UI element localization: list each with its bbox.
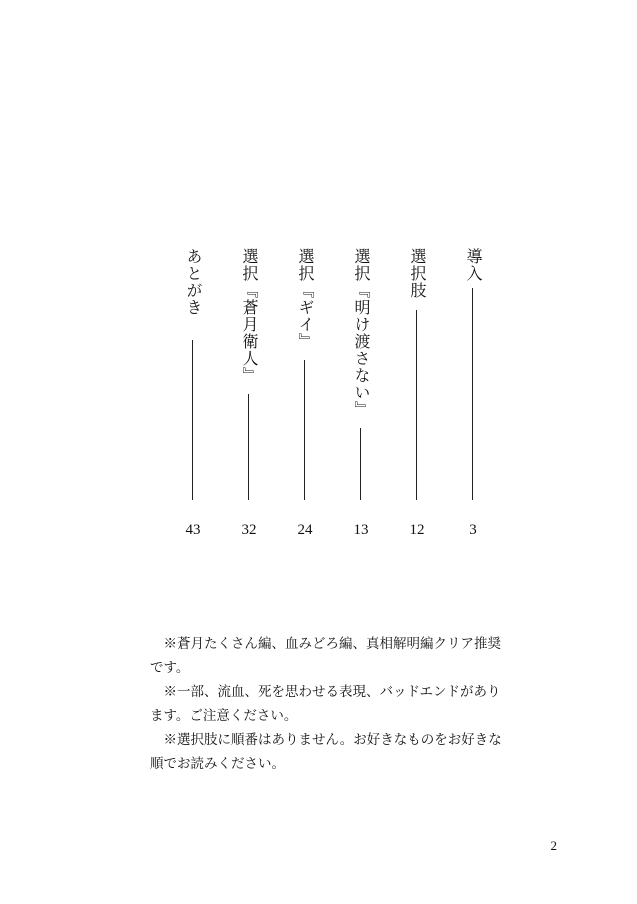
toc-leader-line [192, 340, 193, 500]
toc-entry-title: あとがき [184, 248, 203, 316]
toc-entry-title: 導入 [464, 248, 483, 282]
toc-entry-choices[interactable] [404, 248, 430, 540]
toc-leader-line [360, 428, 361, 500]
toc-leader-line [416, 310, 417, 500]
table-of-contents [170, 248, 500, 548]
toc-entry-introduction[interactable] [460, 248, 486, 540]
toc-entry-gii[interactable] [292, 248, 318, 540]
toc-entry-title: 選択『ギイ』 [296, 248, 315, 350]
toc-leader-line [248, 394, 249, 500]
toc-entry-page: 24 [297, 522, 313, 538]
toc-entry-sougetsu-eito[interactable] [236, 248, 262, 540]
toc-entry-title: 選択『蒼月衛人』 [240, 248, 259, 384]
note-recommended-routes: ※蒼月たくさん編、血みどろ編、真相解明編クリア推奨です。 [150, 636, 501, 676]
toc-entry-afterword[interactable] [180, 248, 206, 540]
note-reading-order: ※選択肢に順番はありません。お好きなものをお好きな順でお読みください。 [150, 732, 502, 772]
toc-entry-page: 12 [409, 522, 425, 538]
toc-entry-title: 選択『明け渡さない』 [352, 248, 371, 418]
toc-entry-page: 32 [241, 522, 257, 538]
toc-entry-title: 選択肢 [408, 248, 427, 299]
toc-entry-page: 13 [353, 522, 369, 538]
reader-notes [150, 632, 510, 776]
toc-leader-line [304, 360, 305, 500]
note-content-warning: ※一部、流血、死を思わせる表現、バッドエンドがあります。ご注意ください。 [150, 684, 501, 724]
toc-entry-page: 3 [469, 522, 477, 538]
toc-entry-not-surrender[interactable] [348, 248, 374, 540]
page-number: 2 [550, 838, 557, 853]
toc-entry-page: 43 [185, 522, 201, 538]
toc-leader-line [472, 288, 473, 500]
